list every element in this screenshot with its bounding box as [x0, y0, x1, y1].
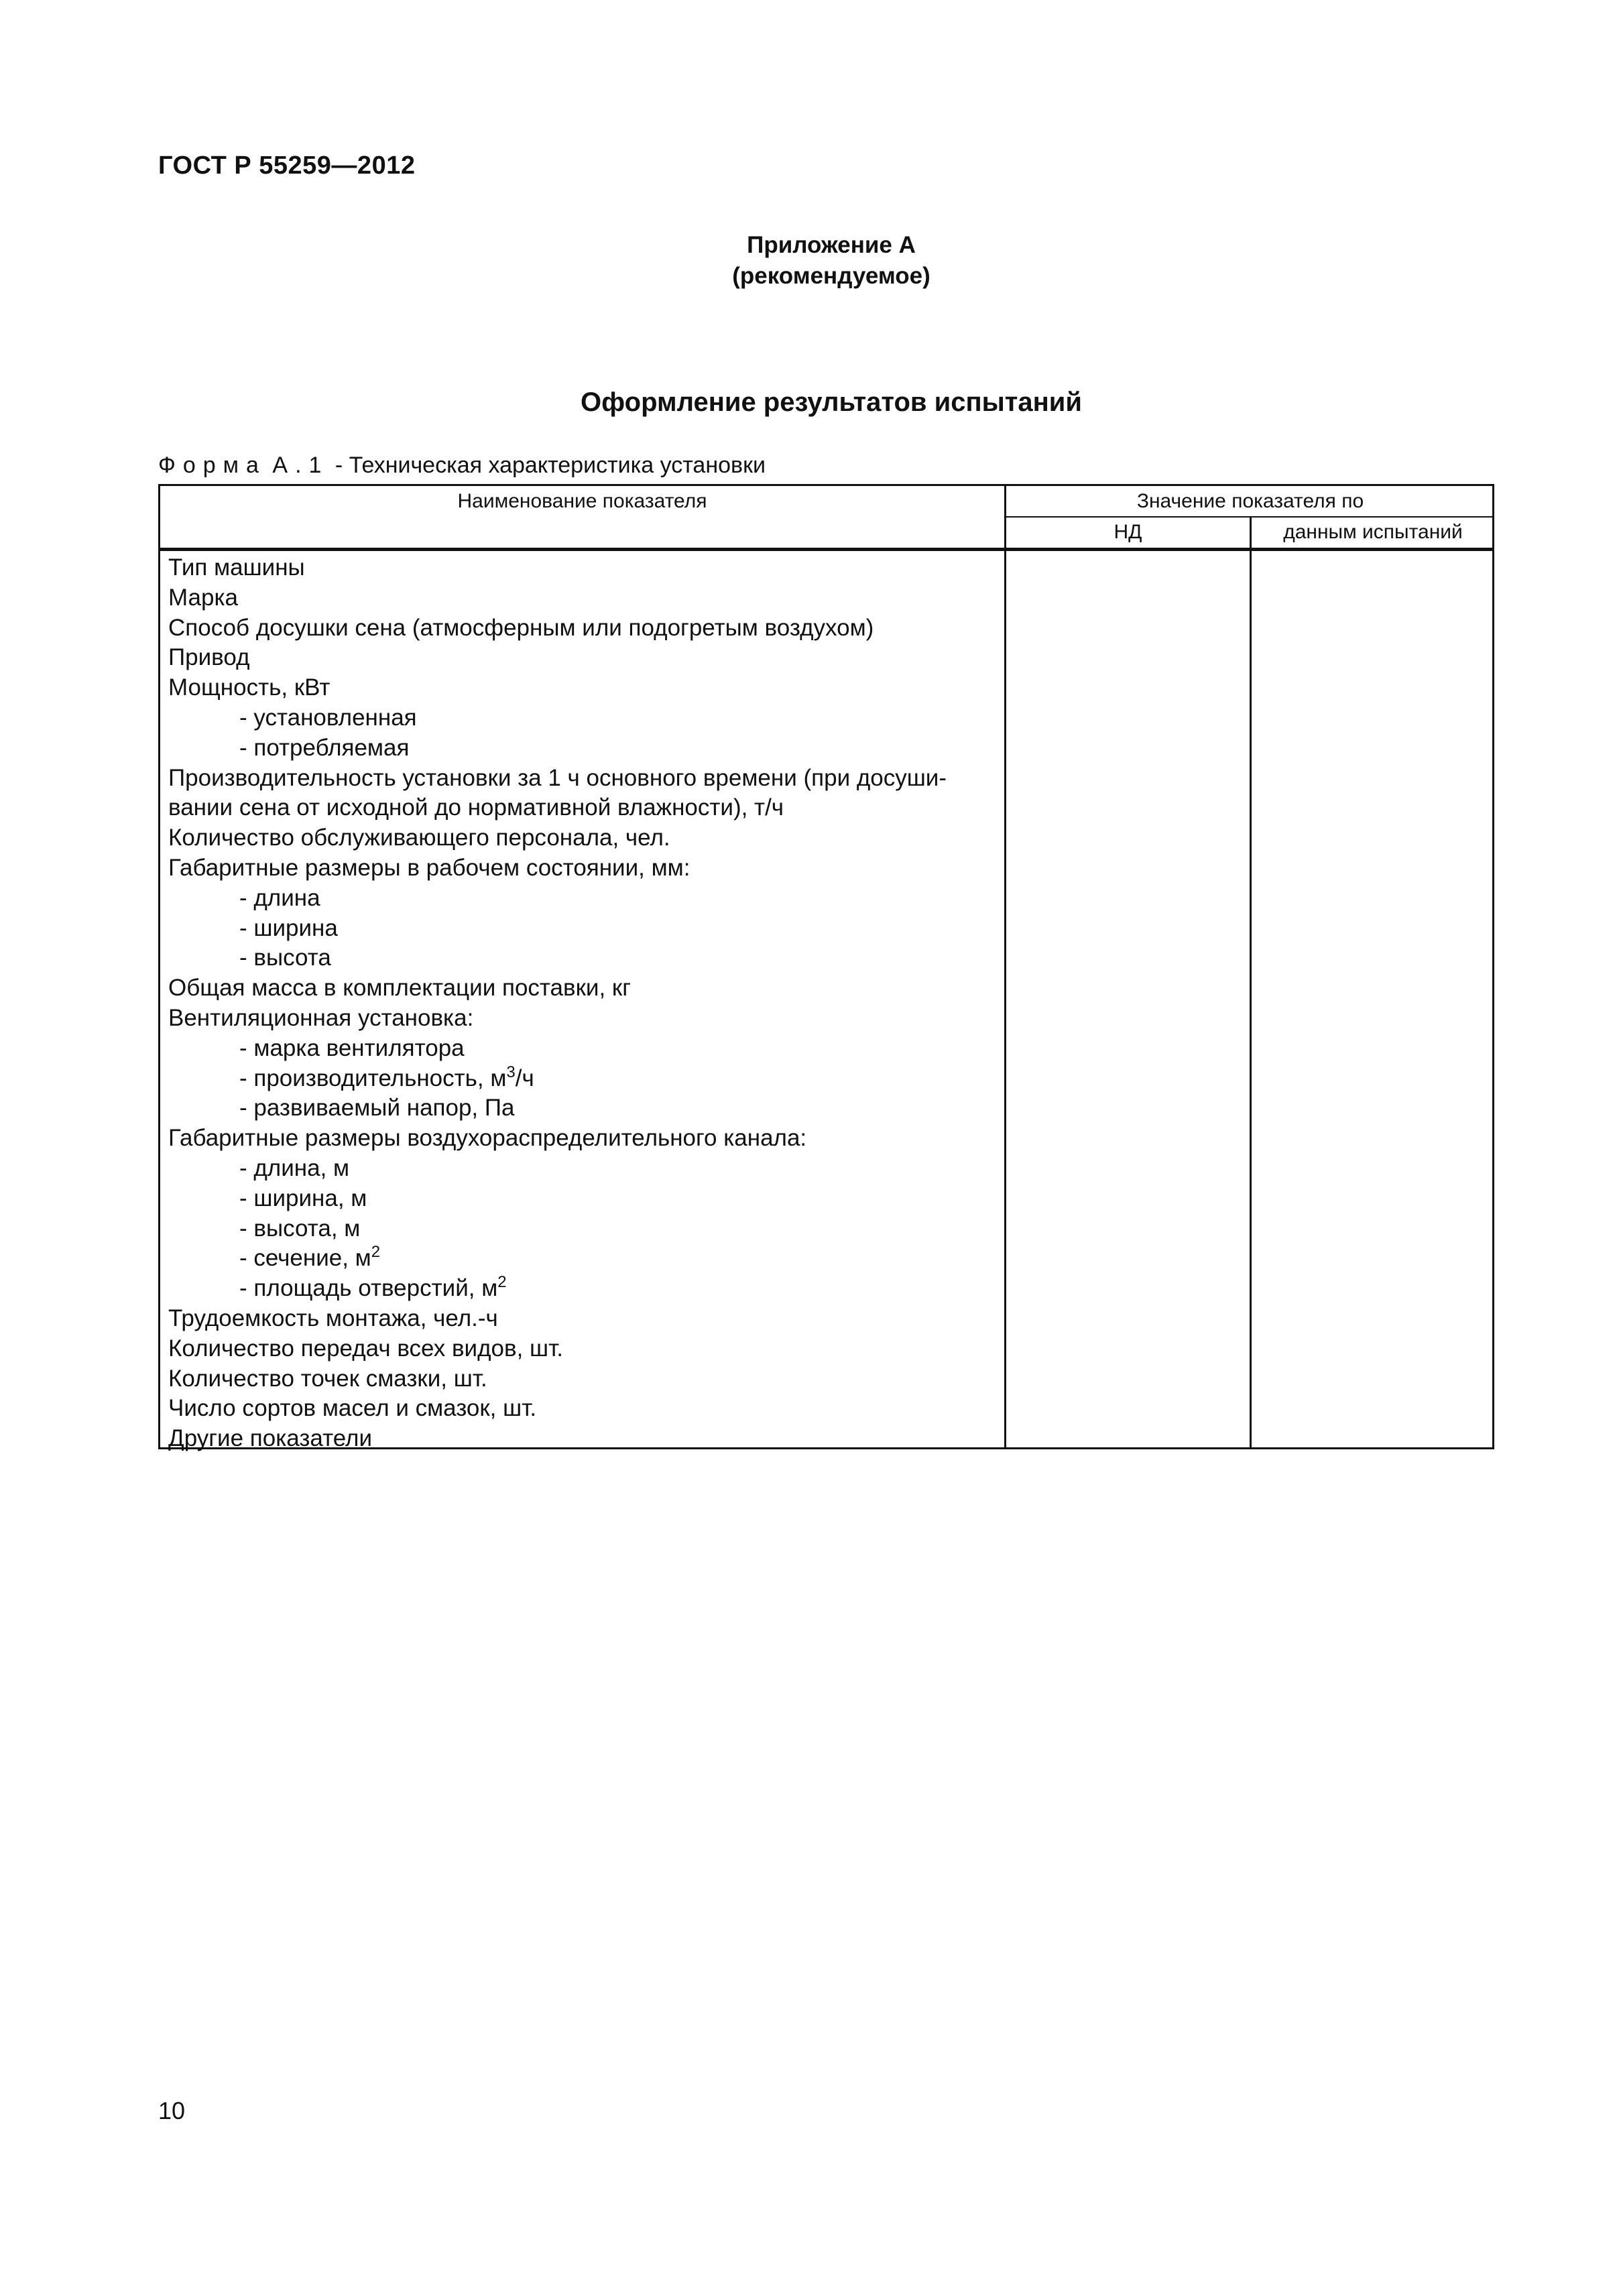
table-row — [168, 703, 1000, 733]
form-caption — [158, 452, 766, 479]
column-header-name: Наименование показателя — [457, 490, 707, 512]
table-row — [168, 1394, 1000, 1424]
row-label: Вентиляционная установка: — [168, 1004, 474, 1031]
column-header-value: Значение показателя по — [1136, 490, 1364, 512]
row-label: - развиваемый напор, Па — [239, 1095, 515, 1122]
document-code: ГОСТ Р 55259—2012 — [158, 152, 416, 180]
table-row — [168, 673, 1000, 703]
table-row — [168, 643, 1000, 673]
row-label: Число сортов масел и смазок, шт. — [168, 1395, 537, 1422]
table-row — [168, 1304, 1000, 1334]
row-label: - площадь отверстий, м — [239, 1275, 498, 1302]
row-label: - ширина, м — [239, 1185, 367, 1211]
subheader-divider — [1004, 516, 1492, 518]
table-row — [168, 1274, 1000, 1304]
row-label: Габаритные размеры в рабочем состоянии, мм: — [168, 854, 690, 881]
table-row — [168, 823, 1000, 853]
row-label: Привод — [168, 644, 250, 671]
row-label: - потребляемая — [239, 734, 410, 761]
table-row — [168, 793, 1000, 823]
row-label: Количество точек смазки, шт. — [168, 1365, 487, 1392]
form-label: Форма — [158, 452, 266, 478]
row-label: - ширина — [239, 914, 338, 941]
row-superscript: 3 — [506, 1063, 516, 1081]
row-label: - марка вентилятора — [239, 1034, 465, 1061]
form-number: А.1 — [272, 452, 329, 478]
row-label: вании сена от исходной до нормативной влажности), т/ч — [168, 794, 784, 821]
row-label: Количество обслуживающего персонала, чел. — [168, 825, 670, 851]
column-divider — [1250, 516, 1252, 1447]
row-superscript: 2 — [371, 1243, 381, 1262]
appendix-title: Приложение А — [747, 232, 916, 258]
row-label: - длина — [239, 884, 320, 911]
row-label: Общая масса в комплектации поставки, кг — [168, 975, 632, 1002]
column-header-test-data: данным испытаний — [1283, 521, 1463, 543]
row-label: Трудоемкость монтажа, чел.-ч — [168, 1305, 498, 1331]
row-label: - высота, м — [239, 1215, 361, 1242]
row-label: - установленная — [239, 704, 417, 731]
header-divider — [160, 548, 1492, 551]
table-row — [168, 853, 1000, 884]
table-row — [168, 1214, 1000, 1244]
table-row — [168, 1064, 1000, 1094]
row-label: - сечение, м — [239, 1245, 371, 1272]
table-row — [168, 1124, 1000, 1154]
table-row — [168, 1424, 1000, 1454]
row-label: Количество передач всех видов, шт. — [168, 1335, 563, 1362]
table-row — [168, 1154, 1000, 1184]
row-label: Мощность, кВт — [168, 674, 330, 701]
page-number: 10 — [158, 2097, 186, 2124]
specification-table — [158, 484, 1494, 1452]
appendix-type: (рекомендуемое) — [732, 263, 930, 289]
row-label: Марка — [168, 584, 239, 611]
table-row — [168, 884, 1000, 914]
indicator-list — [168, 553, 1000, 1454]
section-title: Оформление результатов испытаний — [581, 387, 1082, 417]
row-superscript: 2 — [497, 1273, 507, 1292]
row-label: Тип машины — [168, 554, 305, 581]
table-row — [168, 764, 1000, 794]
table-row — [168, 1093, 1000, 1124]
row-label: Другие показатели — [168, 1425, 373, 1452]
column-divider — [1004, 486, 1006, 1447]
table-row — [168, 1184, 1000, 1214]
column-header-nd: НД — [1114, 521, 1142, 543]
table-row — [168, 1334, 1000, 1364]
table-row — [168, 733, 1000, 764]
table-row — [168, 613, 1000, 644]
table-row — [168, 1034, 1000, 1064]
row-label: - высота — [239, 945, 331, 971]
table-row — [168, 973, 1000, 1004]
row-label: - производительность, м — [239, 1065, 507, 1091]
table-row — [168, 914, 1000, 944]
table-row — [168, 1244, 1000, 1274]
table-row — [168, 943, 1000, 973]
row-label-suffix: /ч — [515, 1065, 534, 1091]
table-row — [168, 1004, 1000, 1034]
row-label: Производительность установки за 1 ч основного времени (при досуши- — [168, 764, 947, 791]
table-row — [168, 583, 1000, 613]
row-label: Способ досушки сена (атмосферным или подогретым воздухом) — [168, 614, 874, 641]
form-caption-text: - Техническая характеристика установки — [328, 452, 766, 478]
table-row — [168, 1364, 1000, 1394]
table-row — [168, 553, 1000, 583]
row-label: Габаритные размеры воздухораспределительного канала: — [168, 1125, 807, 1152]
row-label: - длина, м — [239, 1154, 350, 1181]
